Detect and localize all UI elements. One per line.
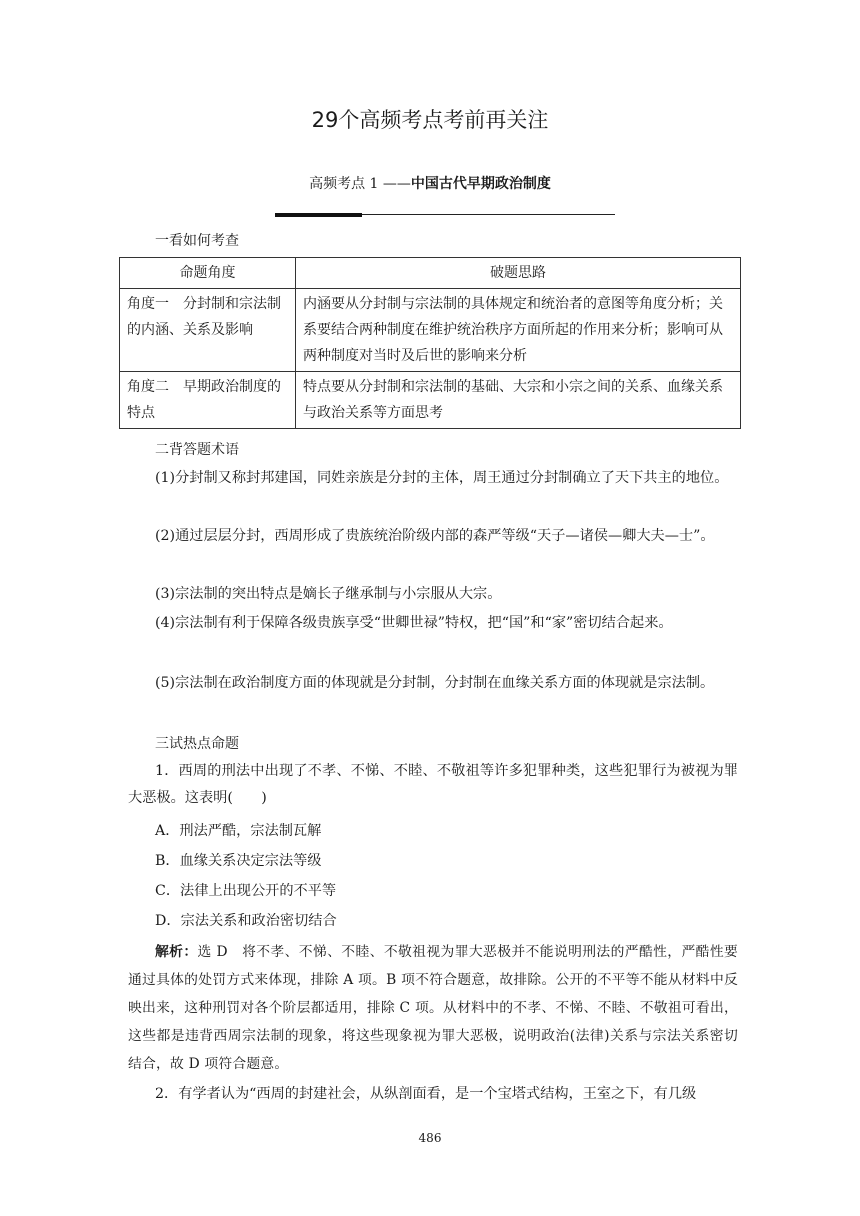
subtitle	[0, 173, 860, 193]
question-stem: 2．有学者认为“西周的封建社会，从纵剖面看，是一个宝塔式结构，王室之下，有几级	[155, 1086, 697, 1102]
section-heading-1: 一看如何考查	[155, 233, 239, 249]
table-header-row	[120, 258, 741, 289]
subtitle-prefix: 高频考点 1 ——	[309, 176, 411, 192]
term-item: (4)宗法制有利于保障各级贵族享受“世卿世禄”特权，把“国”和“家”密切结合起来。	[155, 615, 673, 631]
table-cell-angle: 角度一 分封制和宗法制的内涵、关系及影响	[120, 289, 296, 372]
page-number: 486	[418, 1131, 442, 1145]
analysis-label: 解析：	[155, 944, 198, 960]
option-a: A．刑法严酷，宗法制瓦解	[155, 823, 322, 839]
table-cell-angle: 角度二 早期政治制度的特点	[120, 372, 296, 429]
option-c: C．法律上出现公开的不平等	[155, 883, 337, 899]
divider-thick	[275, 213, 362, 217]
question-stem: 1．西周的刑法中出现了不孝、不悌、不睦、不敬祖等许多犯罪种类，这些犯罪行为被视为罪大恶极。这表明( )	[128, 763, 738, 806]
table-cell-approach: 内涵要从分封制与宗法制的具体规定和统治者的意图等角度分析；关系要结合两种制度在维护统治秩序方面所起的作用来分析；影响可从两种制度对当时及后世的影响来分析	[296, 289, 741, 372]
subtitle-topic: 中国古代早期政治制度	[410, 176, 551, 192]
section-heading-3: 三试热点命题	[155, 736, 239, 752]
table-header: 破题思路	[296, 258, 741, 289]
term-item: (2)通过层层分封，西周形成了贵族统治阶级内部的森严等级“天子—诸侯—卿大夫—士”。	[155, 528, 715, 544]
term-item: (5)宗法制在政治制度方面的体现就是分封制，分封制在血缘关系方面的体现就是宗法制。	[155, 675, 715, 691]
analysis-text: 选 D 将不孝、不悌、不睦、不敬祖视为罪大恶极并不能说明刑法的严酷性，严酷性要通过具体的处罚方式来体现，排除 A 项。B 项不符合题意，故排除。公开的不平等不能从材料中反映出来，这种刑罚对各个阶层都适用，排除 C 项。从材料中的不孝、不悌、不睦、不敬祖可看出，这些都是违背西周宗法制的现象，将这些现象视为罪大恶极，说明政治(法律)关系与宗法关系密切结合，故 D 项符合题意。	[128, 944, 738, 1072]
term-item: (3)宗法制的突出特点是嫡长子继承制与小宗服从大宗。	[155, 586, 502, 602]
answer-analysis	[128, 938, 738, 1078]
option-d: D．宗法关系和政治密切结合	[155, 913, 337, 929]
table-cell-approach: 特点要从分封制和宗法制的基础、大宗和小宗之间的关系、血缘关系与政治关系等方面思考	[296, 372, 741, 429]
table-row	[120, 289, 741, 372]
question-angle-table	[119, 257, 741, 429]
section-heading-2: 二背答题术语	[155, 442, 239, 458]
option-b: B．血缘关系决定宗法等级	[155, 853, 322, 869]
term-item: (1)分封制又称封邦建国，同姓亲族是分封的主体，周王通过分封制确立了天下共主的地位。	[155, 470, 729, 486]
table-header: 命题角度	[120, 258, 296, 289]
page-title: 29个高频考点考前再关注	[311, 108, 549, 132]
table-row	[120, 372, 741, 429]
